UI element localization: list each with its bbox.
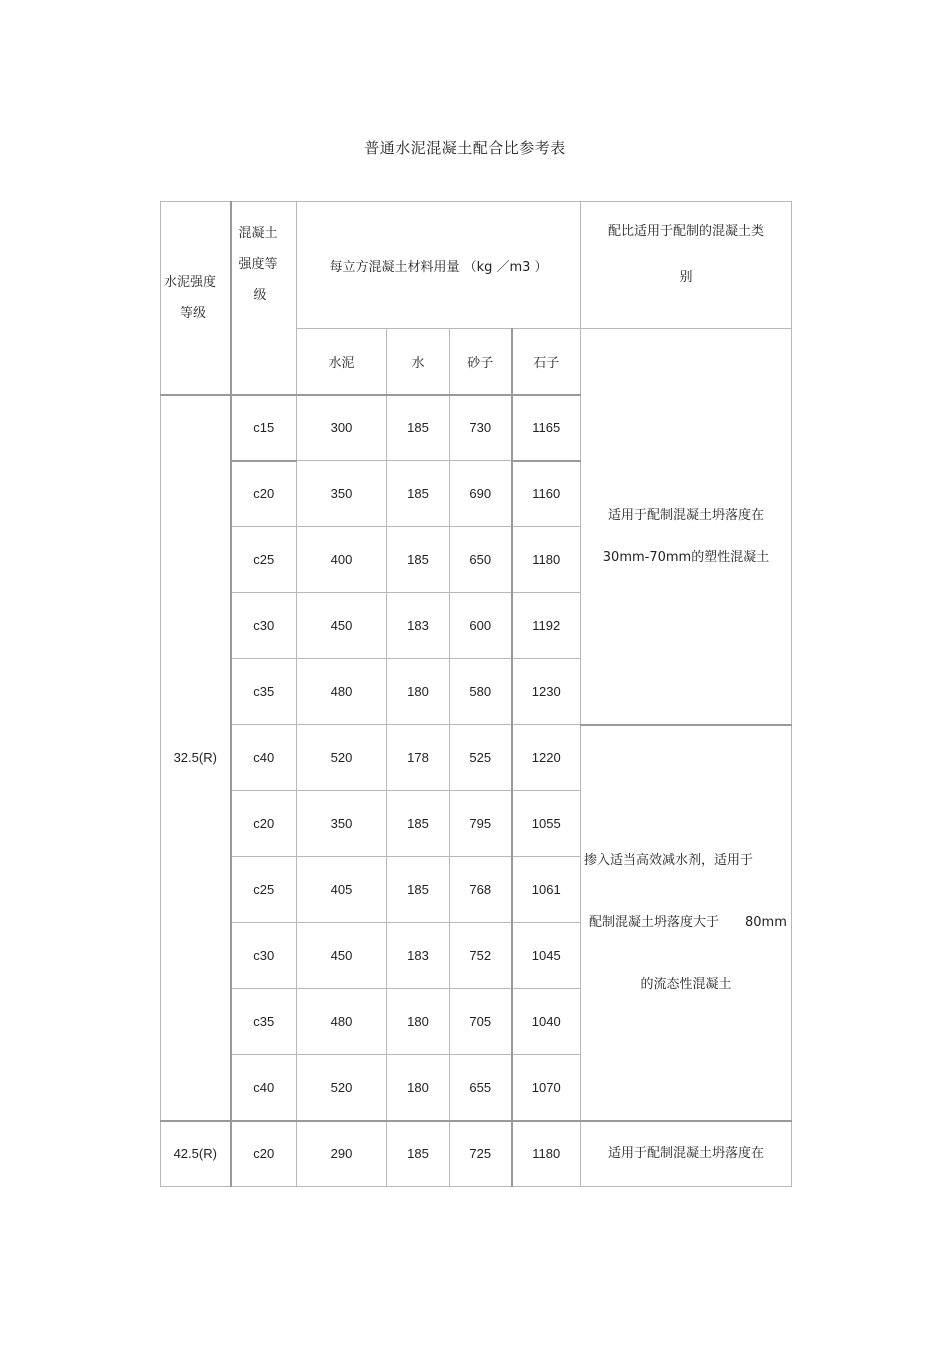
stone-value: 1165 — [512, 395, 581, 461]
stone-value: 1180 — [512, 527, 581, 593]
stone-value: 1230 — [512, 659, 581, 725]
cement-value: 480 — [297, 989, 387, 1055]
water-value: 180 — [387, 989, 450, 1055]
stone-value: 1160 — [512, 461, 581, 527]
sand-value: 690 — [450, 461, 512, 527]
sand-value: 600 — [450, 593, 512, 659]
concrete-grade-cell: c20 — [231, 461, 297, 527]
cement-value: 480 — [297, 659, 387, 725]
water-value: 183 — [387, 923, 450, 989]
water-value: 183 — [387, 593, 450, 659]
header-col-water: 水 — [387, 329, 450, 395]
concrete-grade-cell: c35 — [231, 659, 297, 725]
page-title: 普通水泥混凝土配合比参考表 — [364, 139, 566, 157]
category-note: 适用于配制混凝土坍落度在 — [581, 1121, 792, 1187]
sand-value: 655 — [450, 1055, 512, 1121]
sand-value: 525 — [450, 725, 512, 791]
category-note: 适用于配制混凝土坍落度在 30mm-70mm的塑性混凝土 — [581, 329, 792, 725]
water-value: 185 — [387, 857, 450, 923]
water-value: 185 — [387, 1121, 450, 1187]
water-value: 185 — [387, 395, 450, 461]
header-category: 配比适用于配制的混凝土类 别 — [581, 202, 792, 329]
concrete-grade-cell: c25 — [231, 857, 297, 923]
stone-value: 1061 — [512, 857, 581, 923]
cement-value: 290 — [297, 1121, 387, 1187]
mix-ratio-table — [160, 201, 792, 1187]
sand-value: 768 — [450, 857, 512, 923]
stone-value: 1055 — [512, 791, 581, 857]
cement-value: 520 — [297, 1055, 387, 1121]
cement-value: 300 — [297, 395, 387, 461]
concrete-grade-cell: c15 — [231, 395, 297, 461]
concrete-grade-cell: c30 — [231, 923, 297, 989]
header-materials: 每立方混凝土材料用量 （kg ／m3 ） — [297, 202, 581, 329]
cement-value: 405 — [297, 857, 387, 923]
concrete-grade-cell: c40 — [231, 725, 297, 791]
stone-value: 1180 — [512, 1121, 581, 1187]
stone-value: 1070 — [512, 1055, 581, 1121]
sand-value: 752 — [450, 923, 512, 989]
header-concrete-grade: 混凝土 强度等 级 — [231, 202, 297, 395]
stone-value: 1192 — [512, 593, 581, 659]
cement-value: 520 — [297, 725, 387, 791]
cement-grade-cell: 32.5(R) — [161, 395, 231, 1121]
cement-value: 350 — [297, 461, 387, 527]
sand-value: 705 — [450, 989, 512, 1055]
sand-value: 580 — [450, 659, 512, 725]
water-value: 178 — [387, 725, 450, 791]
concrete-grade-cell: c25 — [231, 527, 297, 593]
cement-value: 450 — [297, 923, 387, 989]
header-col-stone: 石子 — [512, 329, 581, 395]
header-col-cement: 水泥 — [297, 329, 387, 395]
cement-value: 450 — [297, 593, 387, 659]
water-value: 185 — [387, 527, 450, 593]
cement-value: 400 — [297, 527, 387, 593]
header-cement-grade: 水泥强度 等级 — [161, 202, 231, 395]
sand-value: 730 — [450, 395, 512, 461]
cement-grade-cell: 42.5(R) — [161, 1121, 231, 1187]
water-value: 180 — [387, 659, 450, 725]
water-value: 185 — [387, 791, 450, 857]
water-value: 180 — [387, 1055, 450, 1121]
category-note: 掺入适当高效减水剂，适用于 配制混凝土坍落度大于 80mm 的流态性混凝土 — [581, 725, 792, 1121]
concrete-grade-cell: c20 — [231, 1121, 297, 1187]
cement-value: 350 — [297, 791, 387, 857]
concrete-grade-cell: c35 — [231, 989, 297, 1055]
stone-value: 1220 — [512, 725, 581, 791]
stone-value: 1040 — [512, 989, 581, 1055]
concrete-grade-cell: c30 — [231, 593, 297, 659]
concrete-grade-cell: c20 — [231, 791, 297, 857]
sand-value: 650 — [450, 527, 512, 593]
concrete-grade-cell: c40 — [231, 1055, 297, 1121]
stone-value: 1045 — [512, 923, 581, 989]
water-value: 185 — [387, 461, 450, 527]
sand-value: 725 — [450, 1121, 512, 1187]
sand-value: 795 — [450, 791, 512, 857]
header-col-sand: 砂子 — [450, 329, 512, 395]
